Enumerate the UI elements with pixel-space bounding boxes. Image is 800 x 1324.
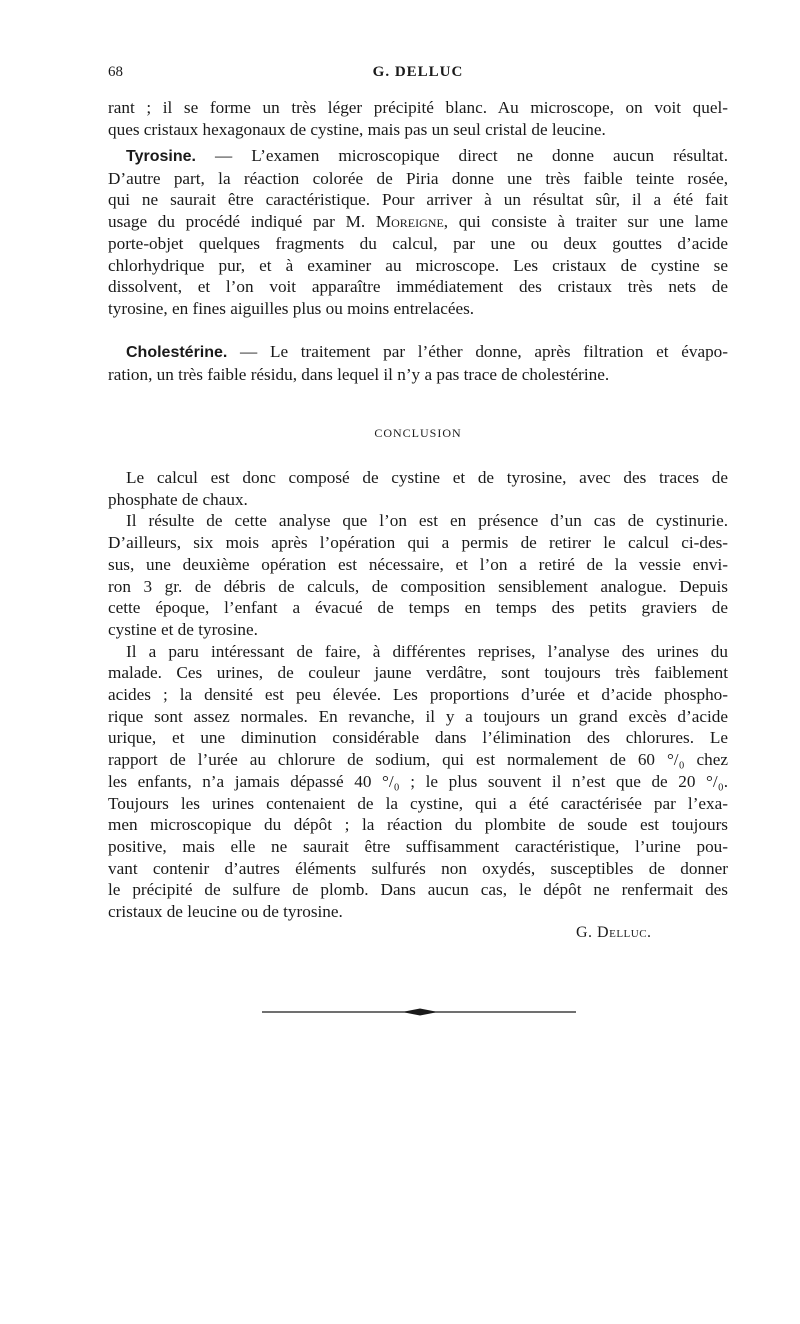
conclusion-body <box>108 467 728 923</box>
author-signature: G. Delluc. <box>576 924 652 941</box>
text-line: Le calcul est donc composé de cystine et de tyrosine, avec des traces de <box>126 468 728 487</box>
text-line: rique sont assez normales. En revanche, il y a toujours un grand excès d’acide <box>108 706 728 726</box>
text-line: sus, une deuxième opération est nécessaire, et l’on a retiré de la vessie envi- <box>108 554 728 574</box>
text-line: tyrosine, en fines aiguilles plus ou moins entrelacées. <box>108 298 475 318</box>
text-line: rant ; il se forme un très léger précipité blanc. Au microscope, on voit quel- <box>108 98 728 117</box>
text-line: D’ailleurs, six mois après l’opération qui a permis de retirer le calcul ci-des- <box>108 533 728 553</box>
text-line: chlorhydrique pur, et à examiner au microscope. Les cristaux de cystine se <box>108 255 728 275</box>
section-heading: Tyrosine. <box>126 148 196 165</box>
text-line: ration, un très faible résidu, dans lequel il n’y a pas trace de cholestérine. <box>108 364 610 384</box>
text-line: cristaux de leucine ou de tyrosine. <box>108 902 343 922</box>
text-line: les enfants, n’a jamais dépassé 40 °/₀ ; le plus souvent il n’est que de 20 °/₀. <box>108 771 728 791</box>
text-line: urique, et une diminution considérable dans l’élimination des chlorures. Le <box>108 728 728 748</box>
running-head: G. DELLUC <box>372 64 464 80</box>
section-cholesterine <box>108 341 728 385</box>
text-line: usage du procédé indiqué par M. Moreigne, qui consiste à traiter sur une lame <box>108 212 728 232</box>
page-number: 68 <box>108 64 123 80</box>
text-line: positive, mais elle ne saurait être suffisamment caractéristique, l’urine pou- <box>108 836 728 856</box>
conclusion-title: CONCLUSION <box>374 426 462 440</box>
text-line: men microscopique du dépôt ; la réaction du plombite de soude est toujours <box>108 815 728 835</box>
text-line: Cholestérine. — Le traitement par l’éther donne, après filtration et évapo- <box>126 342 728 361</box>
text-line: cystine et de tyrosine. <box>108 619 258 639</box>
text-line: le précipité de sulfure de plomb. Dans aucun cas, le dépôt ne renfermait des <box>108 880 728 900</box>
page-header <box>108 64 728 88</box>
text-line: Il a paru intéressant de faire, à différentes reprises, l’analyse des urines du <box>126 641 728 661</box>
text-line: Tyrosine. — L’examen microscopique direct ne donne aucun résultat. <box>126 146 728 165</box>
author-name: Moreigne <box>375 212 444 232</box>
text-line: dissolvent, et l’on voit apparaître immédiatement des cristaux très nets de <box>108 277 728 297</box>
text-line: cette époque, l’enfant a évacué de temps en temps des petits graviers de <box>108 598 728 618</box>
text-line: ron 3 gr. de débris de calculs, de composition sensiblement analogue. Depuis <box>108 576 728 596</box>
text-line: D’autre part, la réaction colorée de Piria donne une très faible teinte rosée, <box>108 168 728 188</box>
text-line: Il résulte de cette analyse que l’on est en présence d’un cas de cystinurie. <box>126 511 728 531</box>
text-line: qui ne saurait être caractéristique. Pour arriver à un résultat sûr, il a été fait <box>108 190 728 210</box>
text-line: vant contenir d’autres éléments sulfurés non oxydés, susceptibles de donner <box>108 858 728 878</box>
section-tyrosine <box>108 145 728 320</box>
text-line: ques cristaux hexagonaux de cystine, mais pas un seul cristal de leucine. <box>108 119 606 139</box>
section-heading: Cholestérine. <box>126 344 228 361</box>
paragraph-intro <box>108 97 728 140</box>
end-ornament-rule <box>262 1006 576 1018</box>
text-line: malade. Ces urines, de couleur jaune verdâtre, sont toujours très faiblement <box>108 663 728 683</box>
text-line: acides ; la densité est peu élevée. Les proportions d’urée et d’acide phospho- <box>108 685 728 705</box>
text-line: phosphate de chaux. <box>108 489 248 509</box>
text-line: Toujours les urines contenaient de la cystine, qui a été caractérisée par l’exa- <box>108 793 728 813</box>
text-line: rapport de l’urée au chlorure de sodium, qui est normalement de 60 °/₀ chez <box>108 750 728 770</box>
text-line: porte-objet quelques fragments du calcul, par une ou deux gouttes d’acide <box>108 233 728 253</box>
